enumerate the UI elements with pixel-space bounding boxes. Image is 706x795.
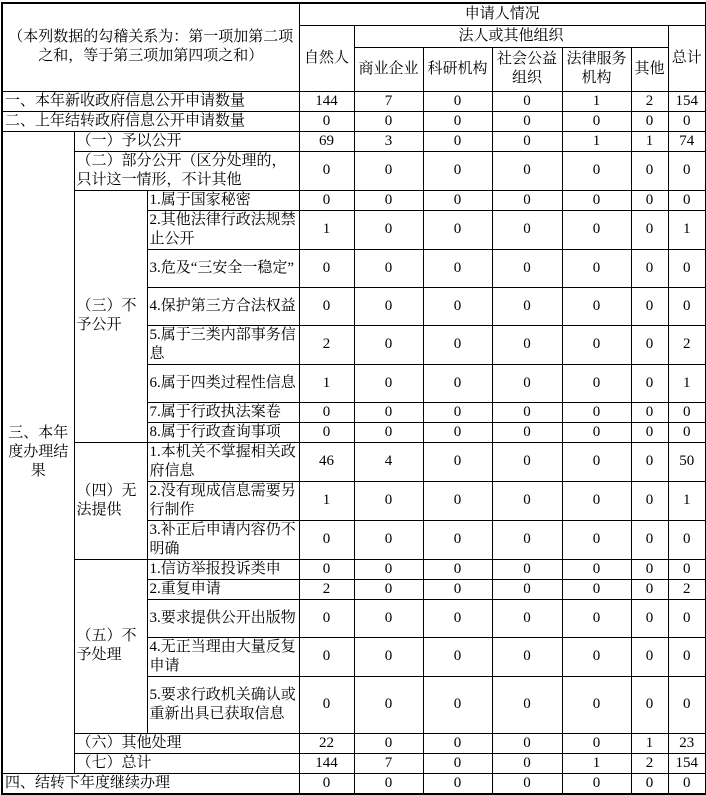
row-label: 一、本年新收政府信息公开申请数量 [2,91,299,111]
value-cell: 0 [299,559,354,579]
value-cell: 0 [631,559,668,579]
value-cell: 0 [354,287,423,325]
value-cell: 0 [631,190,668,210]
value-cell: 7 [354,753,423,773]
row-label: 4.保护第三方合法权益 [147,287,299,325]
value-cell: 0 [492,190,562,210]
value-cell: 0 [631,111,668,131]
row-label: 2.重复申请 [147,579,299,599]
value-cell: 23 [668,733,706,753]
value-cell: 0 [354,520,423,559]
value-cell: 0 [668,637,706,676]
value-cell: 0 [492,364,562,402]
group-annual-results: 三、本年度办理结果 [2,131,74,773]
value-cell: 0 [631,422,668,442]
value-cell: 0 [562,481,631,520]
table-row [2,190,706,210]
row-label: 3.补正后申请内容仍不明确 [147,520,299,559]
header-natural-person: 自然人 [299,25,354,91]
value-cell: 0 [562,364,631,402]
value-cell: 0 [562,599,631,637]
value-cell: 0 [562,151,631,190]
value-cell: 0 [354,733,423,753]
row-label: （一）予以公开 [74,131,299,151]
table-row [2,753,706,773]
value-cell: 4 [354,442,423,481]
value-cell: 0 [299,402,354,422]
value-cell: 0 [354,481,423,520]
group-not-processed: （五）不予处理 [74,559,147,733]
value-cell: 1 [562,131,631,151]
value-cell: 0 [562,637,631,676]
value-cell: 0 [631,210,668,249]
row-label: 8.属于行政查询事项 [147,422,299,442]
value-cell: 0 [299,773,354,794]
value-cell: 2 [668,579,706,599]
value-cell: 0 [631,364,668,402]
row-label: 4.无正当理由大量反复申请 [147,637,299,676]
value-cell: 0 [562,579,631,599]
value-cell: 0 [492,325,562,364]
value-cell: 1 [631,733,668,753]
row-label: 3.要求提供公开出版物 [147,599,299,637]
value-cell: 0 [492,131,562,151]
value-cell: 0 [423,599,492,637]
value-cell: 0 [492,773,562,794]
value-cell: 0 [668,190,706,210]
value-cell: 0 [492,676,562,733]
value-cell: 0 [354,190,423,210]
value-cell: 0 [631,287,668,325]
value-cell: 0 [354,773,423,794]
value-cell: 74 [668,131,706,151]
value-cell: 0 [354,559,423,579]
value-cell: 0 [423,520,492,559]
value-cell: 0 [423,190,492,210]
value-cell: 0 [423,91,492,111]
value-cell: 46 [299,442,354,481]
value-cell: 0 [562,249,631,287]
header-legal-org: 法人或其他组织 [354,25,668,47]
value-cell: 0 [423,676,492,733]
value-cell: 0 [299,287,354,325]
table-row [2,559,706,579]
value-cell: 50 [668,442,706,481]
row-label: （二）部分公开（区分处理的，只计这一情形，不计其他 [74,151,299,190]
header-org-col-legal-service: 法律服务机构 [562,47,631,91]
value-cell: 0 [299,676,354,733]
value-cell: 0 [492,559,562,579]
value-cell: 0 [492,91,562,111]
value-cell: 0 [668,402,706,422]
value-cell: 0 [562,402,631,422]
value-cell: 0 [492,481,562,520]
value-cell: 0 [562,442,631,481]
value-cell: 0 [492,637,562,676]
value-cell: 0 [354,151,423,190]
value-cell: 0 [562,559,631,579]
info-disclosure-table [1,2,706,795]
value-cell: 0 [299,249,354,287]
row-label: 2.没有现成信息需要另行制作 [147,481,299,520]
row-label: 1.信访举报投诉类申 [147,559,299,579]
value-cell: 0 [354,676,423,733]
value-cell: 0 [423,131,492,151]
value-cell: 0 [562,287,631,325]
value-cell: 0 [354,599,423,637]
value-cell: 0 [299,190,354,210]
value-cell: 0 [423,442,492,481]
value-cell: 0 [354,402,423,422]
value-cell: 0 [354,422,423,442]
value-cell: 0 [631,402,668,422]
value-cell: 0 [492,249,562,287]
value-cell: 0 [492,151,562,190]
value-cell: 0 [562,210,631,249]
value-cell: 0 [631,249,668,287]
row-label: （六）其他处理 [74,733,299,753]
row-label: 2.其他法律行政法规禁止公开 [147,210,299,249]
value-cell: 0 [354,210,423,249]
table-row [2,773,706,794]
value-cell: 0 [668,249,706,287]
checksum-note: （本列数据的勾稽关系为：第一项加第二项之和，等于第三项加第四项之和） [2,3,299,91]
value-cell: 2 [299,579,354,599]
value-cell: 0 [423,151,492,190]
value-cell: 0 [631,481,668,520]
row-label: 3.危及“三安全一稳定” [147,249,299,287]
table-header-row [2,3,706,25]
value-cell: 0 [423,325,492,364]
header-applicant-situation: 申请人情况 [299,3,706,25]
table-row [2,733,706,753]
group-not-disclosed: （三）不予公开 [74,190,147,442]
value-cell: 0 [631,442,668,481]
value-cell: 0 [299,111,354,131]
value-cell: 0 [492,287,562,325]
value-cell: 0 [492,520,562,559]
value-cell: 0 [423,481,492,520]
value-cell: 154 [668,91,706,111]
value-cell: 0 [423,364,492,402]
row-label: 二、上年结转政府信息公开申请数量 [2,111,299,131]
header-org-col-research: 科研机构 [423,47,492,91]
value-cell: 1 [299,364,354,402]
row-label: 1.属于国家秘密 [147,190,299,210]
value-cell: 0 [423,579,492,599]
table-row [2,111,706,131]
value-cell: 0 [562,676,631,733]
table-row [2,91,706,111]
value-cell: 7 [354,91,423,111]
value-cell: 0 [631,151,668,190]
value-cell: 0 [423,422,492,442]
value-cell: 0 [423,249,492,287]
value-cell: 0 [354,249,423,287]
value-cell: 154 [668,753,706,773]
value-cell: 0 [492,422,562,442]
table-row [2,151,706,190]
value-cell: 0 [631,520,668,559]
value-cell: 0 [299,151,354,190]
value-cell: 0 [423,287,492,325]
value-cell: 0 [354,637,423,676]
value-cell: 0 [423,402,492,422]
row-label: 7.属于行政执法案卷 [147,402,299,422]
value-cell: 0 [299,599,354,637]
value-cell: 0 [562,773,631,794]
value-cell: 1 [562,91,631,111]
value-cell: 0 [668,111,706,131]
table-row [2,442,706,481]
value-cell: 1 [562,753,631,773]
value-cell: 1 [299,481,354,520]
value-cell: 0 [492,733,562,753]
header-total: 总计 [668,25,706,91]
value-cell: 2 [631,91,668,111]
row-label: 6.属于四类过程性信息 [147,364,299,402]
value-cell: 144 [299,753,354,773]
value-cell: 144 [299,91,354,111]
value-cell: 0 [492,442,562,481]
value-cell: 0 [562,520,631,559]
value-cell: 0 [354,364,423,402]
value-cell: 1 [631,131,668,151]
value-cell: 2 [299,325,354,364]
row-label: 5.属于三类内部事务信息 [147,325,299,364]
value-cell: 0 [668,151,706,190]
row-label: 5.要求行政机关确认或重新出具已获取信息 [147,676,299,733]
value-cell: 0 [492,111,562,131]
value-cell: 0 [423,111,492,131]
group-unable-to-provide: （四）无法提供 [74,442,147,559]
value-cell: 0 [354,111,423,131]
value-cell: 0 [492,579,562,599]
value-cell: 0 [423,637,492,676]
value-cell: 3 [354,131,423,151]
value-cell: 1 [668,210,706,249]
value-cell: 0 [562,733,631,753]
value-cell: 0 [668,287,706,325]
value-cell: 0 [299,637,354,676]
value-cell: 0 [631,773,668,794]
value-cell: 0 [668,599,706,637]
value-cell: 1 [668,364,706,402]
value-cell: 0 [631,325,668,364]
value-cell: 0 [631,637,668,676]
value-cell: 0 [354,325,423,364]
value-cell: 0 [423,773,492,794]
value-cell: 0 [668,520,706,559]
value-cell: 69 [299,131,354,151]
value-cell: 0 [423,733,492,753]
value-cell: 0 [423,753,492,773]
value-cell: 0 [492,402,562,422]
header-org-col-business: 商业企业 [354,47,423,91]
row-label: 1.本机关不掌握相关政府信息 [147,442,299,481]
value-cell: 0 [354,579,423,599]
value-cell: 0 [668,559,706,579]
value-cell: 0 [423,559,492,579]
header-org-col-public-welfare: 社会公益组织 [492,47,562,91]
value-cell: 0 [668,676,706,733]
value-cell: 0 [562,422,631,442]
value-cell: 0 [668,773,706,794]
row-label: （七）总计 [74,753,299,773]
value-cell: 0 [562,325,631,364]
value-cell: 0 [562,111,631,131]
value-cell: 0 [631,579,668,599]
value-cell: 0 [423,210,492,249]
value-cell: 0 [492,210,562,249]
row-label: 四、结转下年度继续办理 [2,773,299,794]
value-cell: 22 [299,733,354,753]
value-cell: 0 [562,190,631,210]
value-cell: 0 [299,520,354,559]
value-cell: 0 [492,599,562,637]
value-cell: 0 [299,422,354,442]
value-cell: 0 [631,599,668,637]
table-row [2,131,706,151]
value-cell: 1 [299,210,354,249]
value-cell: 2 [631,753,668,773]
value-cell: 0 [492,753,562,773]
header-org-col-other: 其他 [631,47,668,91]
value-cell: 1 [668,481,706,520]
value-cell: 0 [631,676,668,733]
value-cell: 0 [668,422,706,442]
value-cell: 2 [668,325,706,364]
